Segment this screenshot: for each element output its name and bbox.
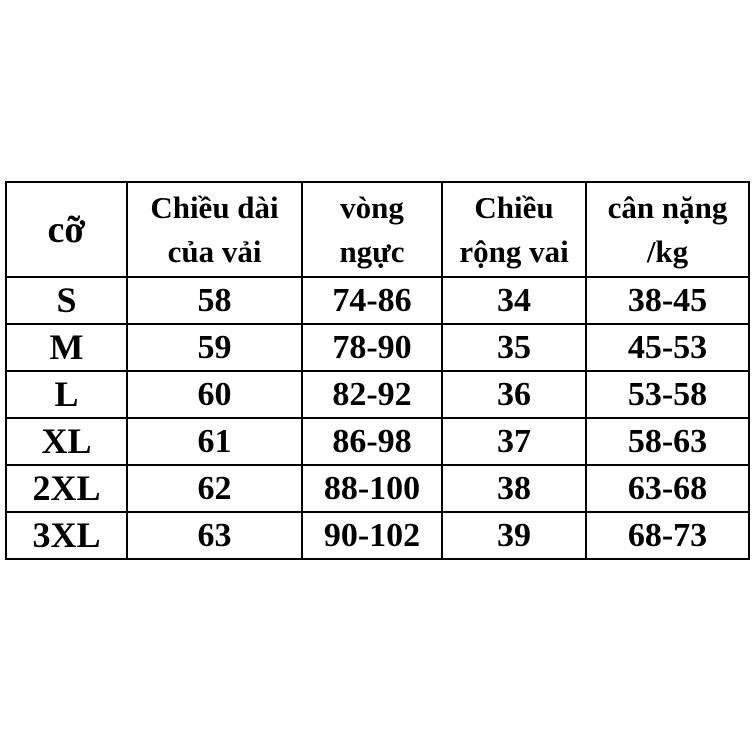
cell-shoulder-width: 37 xyxy=(442,418,586,465)
cell-chest: 74-86 xyxy=(302,277,442,324)
header-size-line-1: cỡ xyxy=(47,208,86,251)
header-weight-line-2: /kg xyxy=(646,233,689,269)
header-chest xyxy=(302,182,442,277)
cell-weight: 63-68 xyxy=(586,465,749,512)
cell-size: L xyxy=(6,371,127,418)
cell-chest: 90-102 xyxy=(302,512,442,559)
header-fabric-length-line-2: của vải xyxy=(167,233,262,269)
table-row xyxy=(6,418,749,465)
cell-chest: 88-100 xyxy=(302,465,442,512)
cell-shoulder-width: 35 xyxy=(442,324,586,371)
cell-size: XL xyxy=(6,418,127,465)
header-weight-line-1: cân nặng xyxy=(607,189,728,225)
header-row xyxy=(6,182,749,277)
table-row xyxy=(6,465,749,512)
table-row xyxy=(6,371,749,418)
cell-fabric-length: 62 xyxy=(127,465,302,512)
cell-size: 2XL xyxy=(6,465,127,512)
header-fabric-length-line-1: Chiều dài xyxy=(150,189,279,225)
table-row xyxy=(6,324,749,371)
table-row xyxy=(6,277,749,324)
cell-fabric-length: 63 xyxy=(127,512,302,559)
cell-shoulder-width: 34 xyxy=(442,277,586,324)
header-chest-line-2: ngực xyxy=(339,233,405,269)
header-shoulder-width-line-2: rộng vai xyxy=(459,233,569,269)
table-header xyxy=(6,182,749,277)
cell-size: 3XL xyxy=(6,512,127,559)
header-chest-line-1: vòng xyxy=(340,189,404,225)
cell-size: M xyxy=(6,324,127,371)
header-weight xyxy=(586,182,749,277)
header-size xyxy=(6,182,127,277)
cell-chest: 86-98 xyxy=(302,418,442,465)
table-body xyxy=(6,277,749,559)
cell-fabric-length: 59 xyxy=(127,324,302,371)
header-shoulder-width xyxy=(442,182,586,277)
cell-weight: 58-63 xyxy=(586,418,749,465)
header-shoulder-width-line-1: Chiều xyxy=(474,189,554,225)
cell-shoulder-width: 38 xyxy=(442,465,586,512)
size-chart-table xyxy=(5,181,750,560)
cell-fabric-length: 61 xyxy=(127,418,302,465)
cell-shoulder-width: 36 xyxy=(442,371,586,418)
cell-fabric-length: 58 xyxy=(127,277,302,324)
table-row xyxy=(6,512,749,559)
cell-fabric-length: 60 xyxy=(127,371,302,418)
cell-weight: 53-58 xyxy=(586,371,749,418)
cell-weight: 45-53 xyxy=(586,324,749,371)
cell-weight: 68-73 xyxy=(586,512,749,559)
header-fabric-length xyxy=(127,182,302,277)
cell-weight: 38-45 xyxy=(586,277,749,324)
cell-chest: 82-92 xyxy=(302,371,442,418)
cell-chest: 78-90 xyxy=(302,324,442,371)
cell-shoulder-width: 39 xyxy=(442,512,586,559)
cell-size: S xyxy=(6,277,127,324)
